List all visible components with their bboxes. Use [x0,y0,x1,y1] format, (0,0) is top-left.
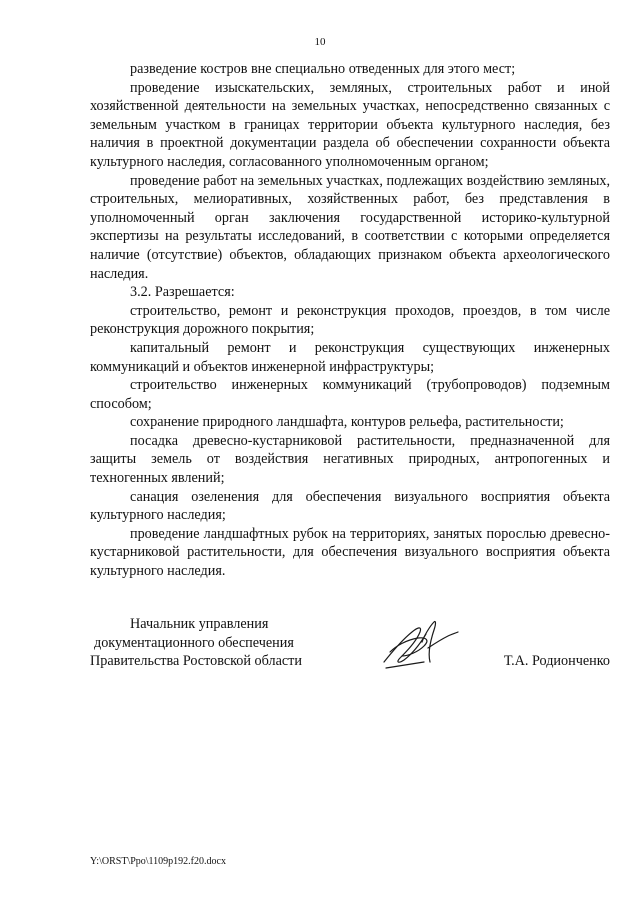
page-number: 10 [314,36,326,48]
paragraph: санация озеленения для обеспечения визуального восприятия объекта культурного наследия; [90,488,610,524]
paragraph: строительство, ремонт и реконструкция проходов, проездов, в том числе реконструкция дорожного покрытия; [90,302,610,338]
footer-file-path: Y:\ORST\Ppo\1109p192.f20.docx [90,856,226,867]
signature-block [90,615,610,675]
paragraph: проведение изыскательских, земляных, строительных работ и иной хозяйственной деятельности на земельных участках, непосредственно связанных с земельным участком в границах территории объекта культурного наследия, без наличия в проектной документации раздела об обеспечении сохранности объекта культурного наследия, согласованного уполномоченным органом; [90,79,610,170]
handwritten-signature-icon [378,612,460,676]
paragraph: сохранение природного ландшафта, контуров рельефа, растительности; [130,414,564,431]
paragraph: проведение ландшафтных рубок на территориях, занятых порослью древесно-кустарниковой растительности, для обеспечения визуального восприятия объекта культурного наследия. [90,525,610,580]
document-body [90,60,610,581]
paragraph: строительство инженерных коммуникаций (трубопроводов) подземным способом; [90,377,610,412]
signer-name: Т.А. Родионченко [503,653,610,670]
signer-position-line: документационного обеспечения [94,634,294,651]
signer-position-line: Правительства Ростовской области [90,653,302,670]
paragraph: разведение костров вне специально отведенных для этого мест; [130,61,516,77]
section-heading: 3.2. Разрешается: [130,284,235,301]
signer-position-line: Начальник управления [130,616,269,632]
paragraph: капитальный ремонт и реконструкция существующих инженерных коммуникаций и объектов инженерной инфраструктуры; [90,339,610,375]
paragraph: посадка древесно-кустарниковой растительности, предназначенной для защиты земель от воздействия негативных природных, антропогенных и техногенных явлений; [90,432,610,487]
paragraph: проведение работ на земельных участках, подлежащих воздействию земляных, строительных, мелиоративных, хозяйственных работ, без представления в уполномоченный орган заключения государственной историко-культурной экспертизы на результаты исследований, в соответствии с которыми определяется наличие (отсутствие) объектов, обладающих признаком объекта археологического наследия. [90,172,610,282]
